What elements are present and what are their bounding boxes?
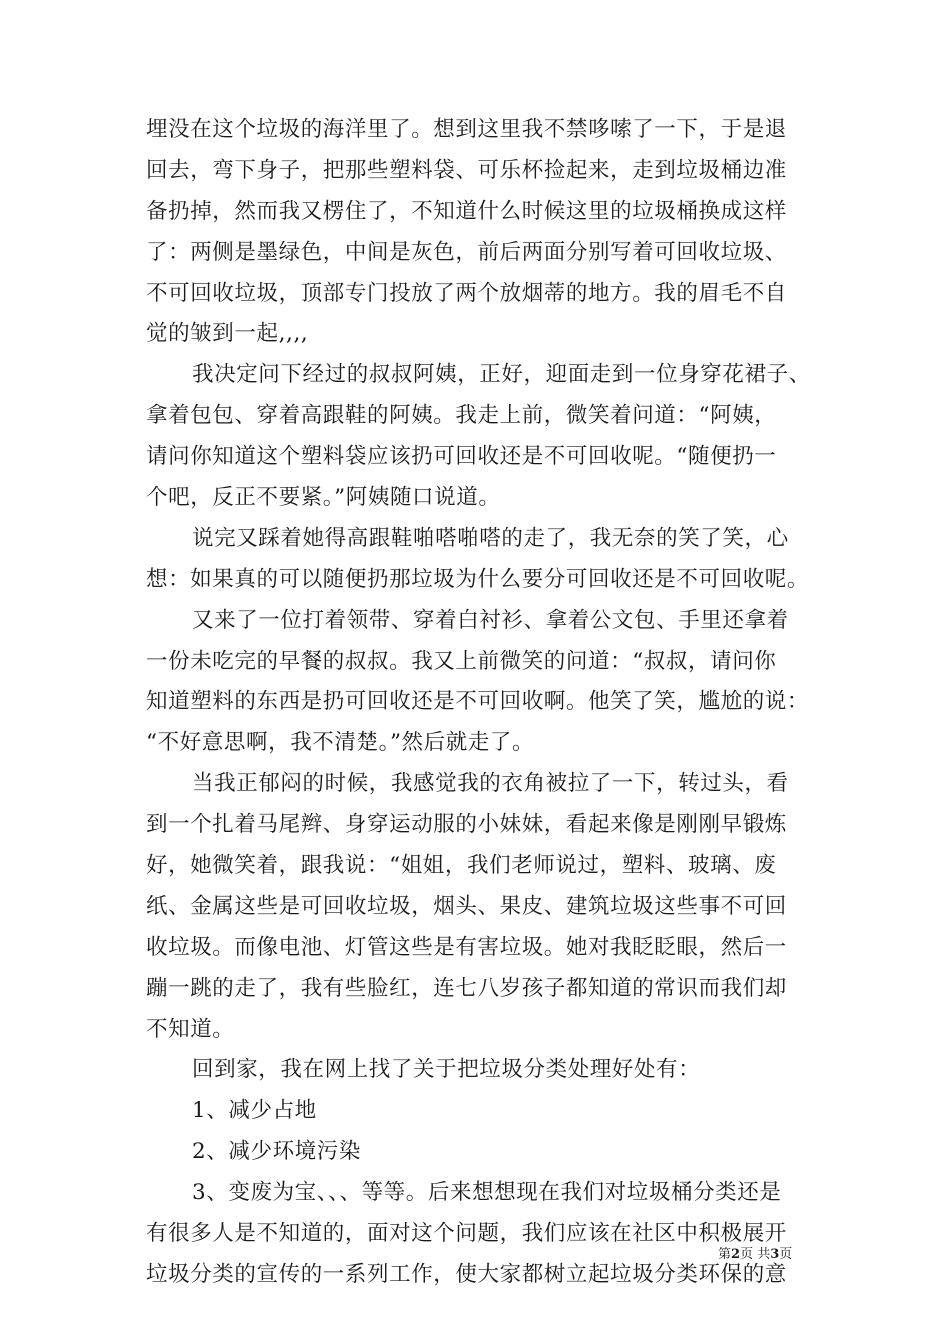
text-line: 了：两侧是墨绿色，中间是灰色，前后两面分别写着可回收垃圾、 [146, 239, 787, 265]
text-line: 备扔掉，然而我又楞住了，不知道什么时候这里的垃圾桶换成这样 [146, 198, 787, 224]
text-line: 知道塑料的东西是扔可回收还是不可回收啊。他笑了笑，尴尬的说： [146, 689, 810, 715]
text-line: 纸、金属这些是可回收垃圾，烟头、果皮、建筑垃圾这些事不可回 [146, 893, 787, 919]
text-line: 想：如果真的可以随便扔那垃圾为什么要分可回收还是不可回收呢。 [146, 566, 810, 592]
footer-suffix: 页 [779, 1247, 793, 1262]
text-line: 不知道。 [146, 1016, 235, 1042]
text-line: 不可回收垃圾，顶部专门投放了两个放烟蒂的地方。我的眉毛不自 [146, 280, 787, 306]
text-line: 埋没在这个垃圾的海洋里了。想到这里我不禁哆嗦了一下，于是退 [146, 117, 787, 142]
footer-page-current: 2 [731, 1247, 741, 1262]
text-line: 请问你知道这个塑料袋应该扔可回收还是不可回收呢。“随便扔一 [146, 444, 777, 470]
text-line: 到一个扎着马尾辫、身穿运动服的小妹妹，看起来像是刚刚早锻炼 [146, 812, 787, 838]
text-line: 2、减少环境污染 [192, 1139, 361, 1165]
text-line: 说完又踩着她得高跟鞋啪嗒啪嗒的走了，我无奈的笑了笑，心 [192, 525, 789, 551]
footer-prefix: 第 [718, 1247, 732, 1262]
text-line: 当我正郁闷的时候，我感觉我的衣角被拉了一下，转过头，看 [192, 771, 789, 797]
text-line: 收垃圾。而像电池、灯管这些是有害垃圾。她对我眨眨眼，然后一 [146, 934, 787, 960]
page-footer [718, 1246, 792, 1264]
text-line: 觉的皱到一起,,,, [146, 321, 309, 347]
text-line: 有很多人是不知道的，面对这个问题，我们应该在社区中积极展开 [146, 1221, 787, 1247]
text-line: 回去，弯下身子，把那些塑料袋、可乐杯捡起来，走到垃圾桶边准 [146, 157, 787, 183]
text-line: 又来了一位打着领带、穿着白衬衫、拿着公文包、手里还拿着 [192, 607, 789, 633]
text-line: 1、减少占地 [192, 1098, 317, 1124]
text-line: 蹦一跳的走了，我有些脸红，连七八岁孩子都知道的常识而我们却 [146, 975, 787, 1001]
text-line: 一份未吃完的早餐的叔叔。我又上前微笑的问道：“叔叔，请问你 [146, 648, 777, 674]
text-line: 拿着包包、穿着高跟鞋的阿姨。我走上前，微笑着问道：“阿姨， [146, 403, 777, 429]
text-line: 我决定问下经过的叔叔阿姨，正好，迎面走到一位身穿花裙子、 [192, 362, 811, 388]
text-line: 垃圾分类的宣传的一系列工作，使大家都树立起垃圾分类环保的意 [146, 1261, 787, 1287]
text-line: 个吧，反正不要紧。”阿姨随口说道。 [146, 485, 501, 511]
footer-middle: 页 共 [740, 1247, 771, 1262]
text-line: 回到家，我在网上找了关于把垃圾分类处理好处有： [192, 1057, 701, 1083]
text-line: “不好意思啊，我不清楚。”然后就走了。 [146, 730, 535, 756]
text-line: 好，她微笑着，跟我说：“姐姐，我们老师说过，塑料、玻璃、废 [146, 853, 777, 879]
footer-page-total: 3 [770, 1247, 780, 1262]
document-body [146, 110, 810, 1296]
text-line: 3、变废为宝、、、等等。后来想想现在我们对垃圾桶分类还是 [192, 1180, 782, 1206]
